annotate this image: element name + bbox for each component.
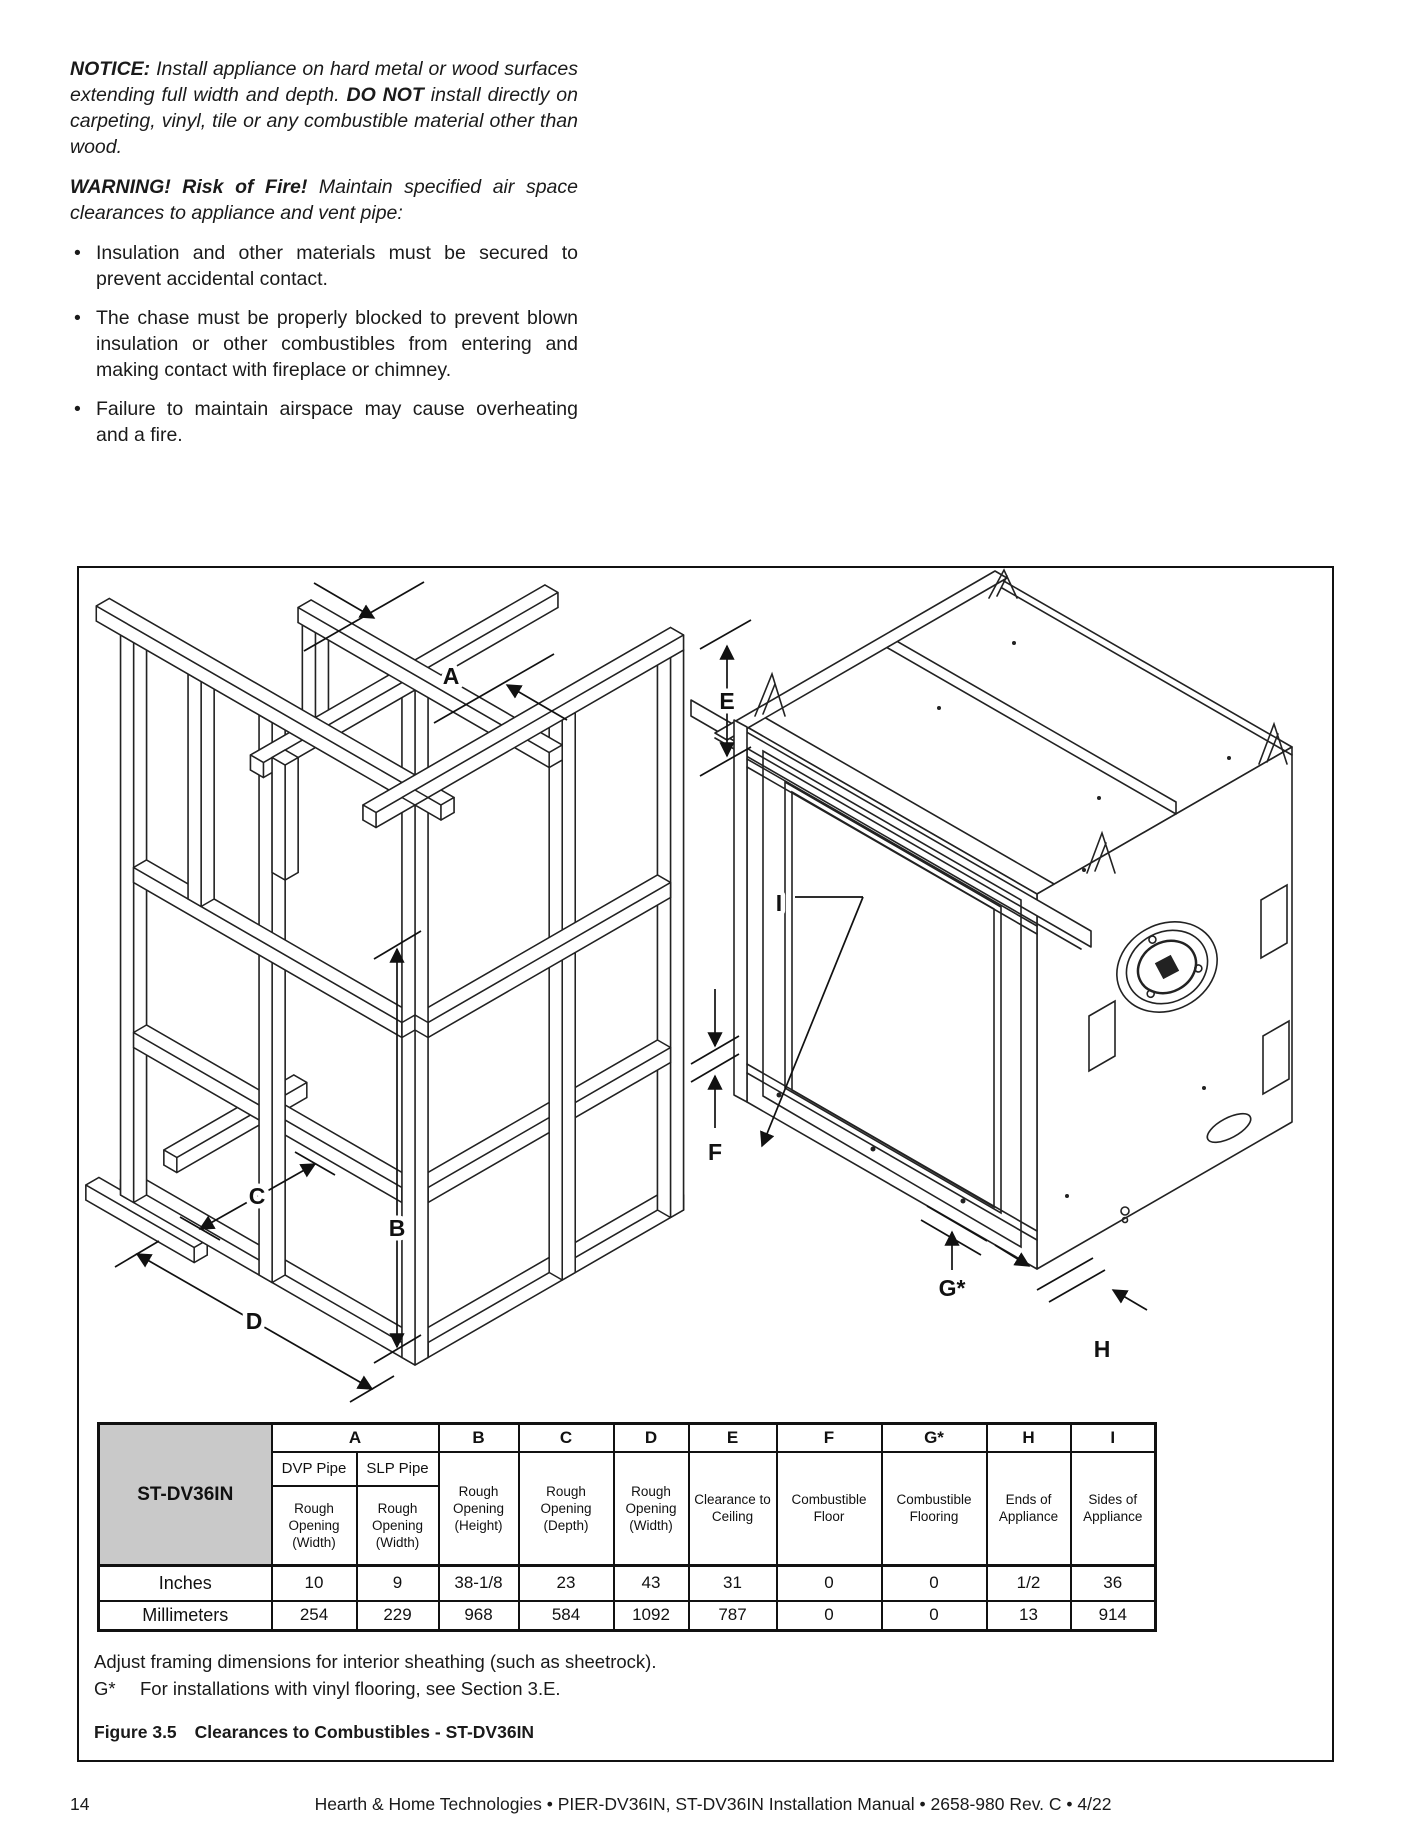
table-row-millimeters <box>99 1601 1156 1631</box>
value-cell: 1092 <box>614 1601 689 1631</box>
col-header-i: I <box>1071 1424 1156 1452</box>
col-header-d: D <box>614 1424 689 1452</box>
desc-cell-e: Clearance to Ceiling <box>689 1452 777 1566</box>
table-row-inches <box>99 1566 1156 1601</box>
table-row-letters <box>99 1424 1156 1452</box>
intro-text-block <box>70 56 578 461</box>
value-cell: 254 <box>272 1601 357 1631</box>
value-cell: 584 <box>519 1601 614 1631</box>
notice-strong: DO NOT <box>346 84 424 106</box>
value-cell: 229 <box>357 1601 439 1631</box>
col-header-b: B <box>439 1424 519 1452</box>
desc-cell-i: Sides of Appliance <box>1071 1452 1156 1566</box>
note-text: For installations with vinyl flooring, see Section 3.E. <box>140 1678 561 1699</box>
notice-text-2: install directly on carpeting, vinyl, tile or any combustible material other than wood. <box>70 84 578 158</box>
dim-label-d: D <box>245 1308 263 1334</box>
value-cell: 787 <box>689 1601 777 1631</box>
value-cell: 13 <box>987 1601 1071 1631</box>
desc-cell-b: Rough Opening (Height) <box>439 1452 519 1566</box>
notice-paragraph <box>70 56 578 160</box>
figure-3-5-box <box>77 566 1334 1762</box>
col-header-c: C <box>519 1424 614 1452</box>
desc-cell-a-slp: Rough Opening (Width) <box>357 1486 439 1566</box>
chase-framing-drawing <box>86 585 684 1365</box>
value-cell: 0 <box>882 1601 987 1631</box>
nailing-flange <box>734 720 747 1102</box>
pipe-type-cell: DVP Pipe <box>272 1452 357 1486</box>
model-cell: ST-DV36IN <box>99 1424 272 1566</box>
col-header-e: E <box>689 1424 777 1452</box>
note-lead: G* <box>94 1678 116 1699</box>
bullet-text: Insulation and other materials must be secured to prevent accidental contact. <box>96 242 578 290</box>
appliance-drawing <box>691 570 1292 1269</box>
desc-cell-d: Rough Opening (Width) <box>614 1452 689 1566</box>
value-cell: 0 <box>777 1601 882 1631</box>
bullet-item <box>70 396 578 448</box>
bullet-item <box>70 240 578 292</box>
clearance-table <box>97 1422 1157 1632</box>
notice-lead: NOTICE: <box>70 58 151 80</box>
value-cell: 968 <box>439 1601 519 1631</box>
value-cell: 0 <box>777 1566 882 1601</box>
value-cell: 31 <box>689 1566 777 1601</box>
warning-paragraph <box>70 174 578 226</box>
caption-text: Clearances to Combustibles - ST-DV36IN <box>194 1722 535 1742</box>
col-header-g: G* <box>882 1424 987 1452</box>
footer-text: Hearth & Home Technologies • PIER-DV36IN, ST-DV36IN Installation Manual • 2658-980 Rev. C • 4/22 <box>314 1794 1112 1814</box>
row-label: Inches <box>99 1566 272 1601</box>
col-header-h: H <box>987 1424 1071 1452</box>
col-header-a: A <box>272 1424 439 1452</box>
dim-label-c: C <box>248 1183 266 1209</box>
value-cell: 38-1/8 <box>439 1566 519 1601</box>
value-cell: 914 <box>1071 1601 1156 1631</box>
warning-bullet-list <box>70 240 578 448</box>
desc-cell-a-dvp: Rough Opening (Width) <box>272 1486 357 1566</box>
notice-text-1: Install appliance on hard metal or wood surfaces extending full width and depth. <box>70 58 578 106</box>
dim-label-g: G* <box>938 1275 966 1301</box>
note-sheathing <box>94 1648 994 1675</box>
warning-text: Maintain specified air space clearances to appliance and vent pipe: <box>70 176 578 224</box>
value-cell: 43 <box>614 1566 689 1601</box>
caption-number: Figure 3.5 <box>94 1722 177 1742</box>
dim-label-h: H <box>1093 1336 1111 1362</box>
dim-label-e: E <box>719 688 735 714</box>
desc-cell-h: Ends of Appliance <box>987 1452 1071 1566</box>
note-vinyl <box>94 1675 994 1702</box>
value-cell: 1/2 <box>987 1566 1071 1601</box>
page-number: 14 <box>70 1794 90 1814</box>
dim-label-a: A <box>442 663 460 689</box>
value-cell: 10 <box>272 1566 357 1601</box>
value-cell: 9 <box>357 1566 439 1601</box>
dim-label-f: F <box>707 1139 723 1165</box>
col-header-f: F <box>777 1424 882 1452</box>
value-cell: 23 <box>519 1566 614 1601</box>
bullet-item <box>70 305 578 383</box>
bullet-text: The chase must be properly blocked to prevent blown insulation or other combustibles from entering and making contact with fireplace or chimney. <box>96 307 578 381</box>
desc-cell-g: Combustible Flooring <box>882 1452 987 1566</box>
bullet-text: Failure to maintain airspace may cause overheating and a fire. <box>96 398 578 446</box>
figure-caption <box>94 1722 534 1743</box>
desc-cell-c: Rough Opening (Depth) <box>519 1452 614 1566</box>
value-cell: 0 <box>882 1566 987 1601</box>
dim-label-i: I <box>775 890 783 916</box>
desc-cell-f: Combustible Floor <box>777 1452 882 1566</box>
pipe-type-cell: SLP Pipe <box>357 1452 439 1486</box>
warning-lead: WARNING! Risk of Fire! <box>70 176 308 198</box>
dim-label-b: B <box>388 1215 406 1241</box>
note-text: Adjust framing dimensions for interior sheathing (such as sheetrock). <box>94 1651 657 1672</box>
row-label: Millimeters <box>99 1601 272 1631</box>
value-cell: 36 <box>1071 1566 1156 1601</box>
figure-notes <box>94 1648 994 1702</box>
